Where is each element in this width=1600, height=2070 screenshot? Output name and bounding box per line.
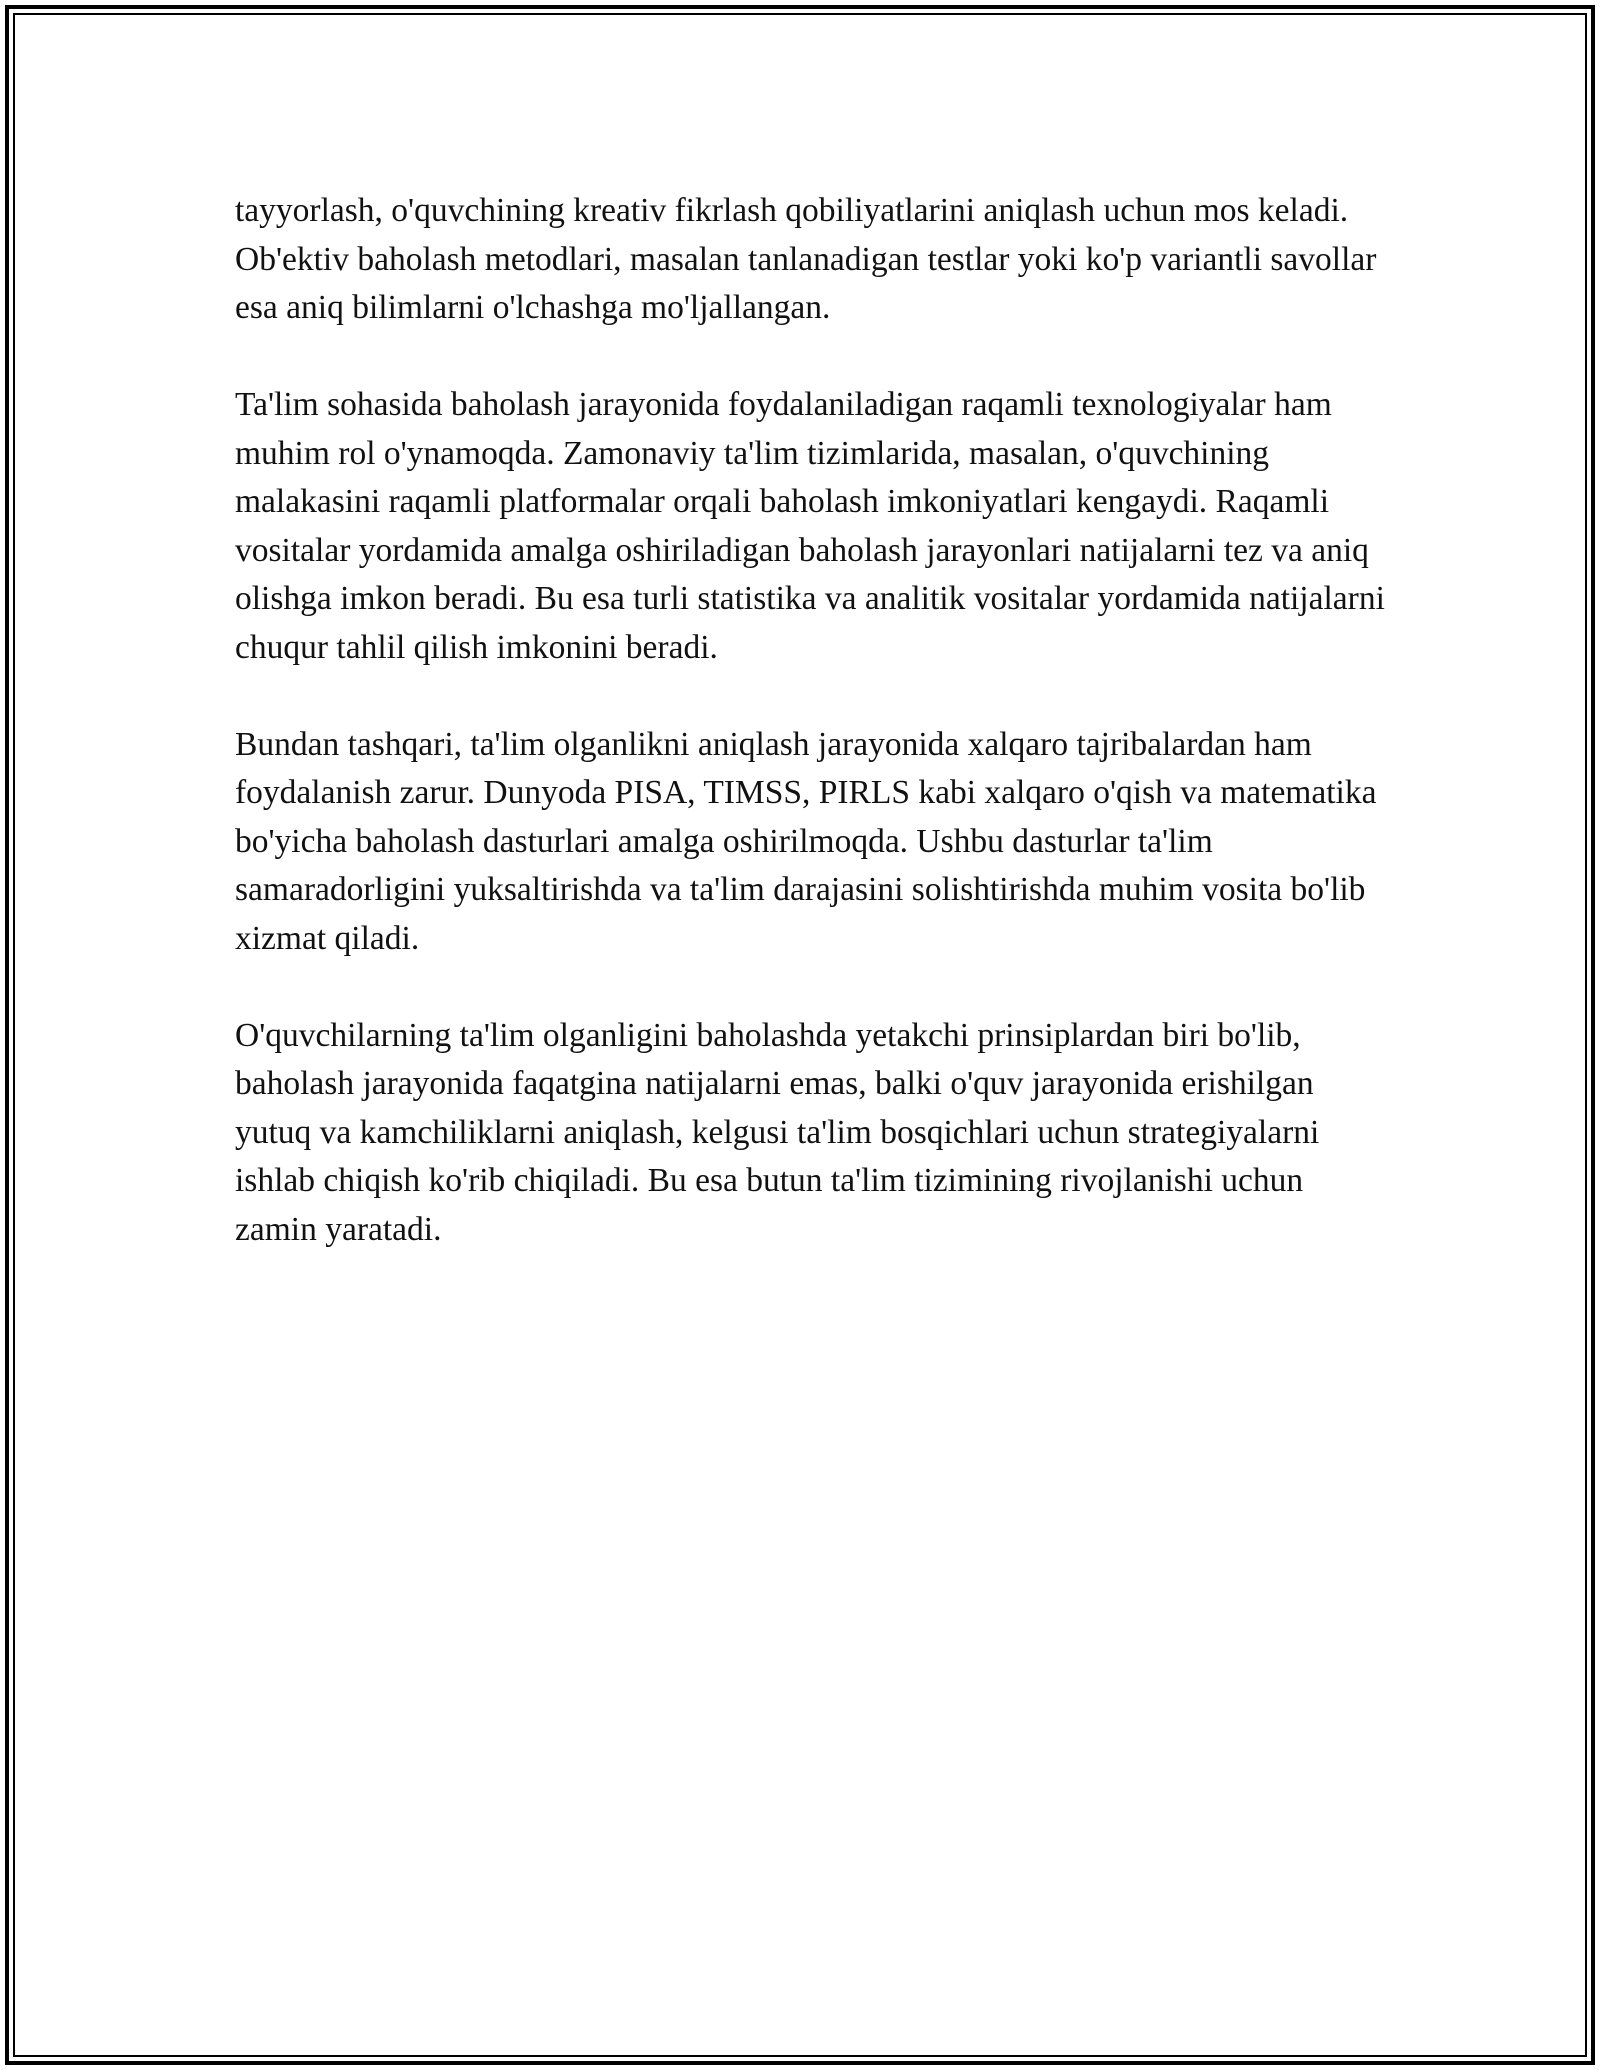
document-body [235,187,1385,1254]
paragraph-3: Bundan tashqari, ta'lim olganlikni aniqlash jarayonida xalqaro tajribalardan ham foydalanish zarur. Dunyoda PISA, TIMSS, PIRLS kabi xalqaro o'qish va matematika bo'yicha baholash dasturlari amalga oshirilmoqda. Ushbu dasturlar ta'lim samaradorligini yuksaltirishda va ta'lim darajasini solishtirishda muhim vosita bo'lib xizmat qiladi. [235,725,1377,957]
paragraph-1: tayyorlash, o'quvchining kreativ fikrlash qobiliyatlarini aniqlash uchun mos keladi. Ob'ektiv baholash metodlari, masalan tanlanadigan testlar yoki ko'p variantli savollar esa aniq bilimlarni o'lchashga mo'ljallangan. [235,192,1377,326]
paragraph-4: O'quvchilarning ta'lim olganligini baholashda yetakchi prinsiplardan biri bo'lib, baholash jarayonida faqatgina natijalarni emas, balki o'quv jarayonida erishilgan yutuq va kamchiliklarni aniqlash, kelgusi ta'lim bosqichlari uchun strategiyalarni ishlab chiqish ko'rib chiqiladi. Bu esa butun ta'lim tizimining rivojlanishi uchun zamin yaratadi. [235,1016,1320,1248]
paragraph-2: Ta'lim sohasida baholash jarayonida foydalaniladigan raqamli texnologiyalar ham muhim rol o'ynamoqda. Zamonaviy ta'lim tizimlarida, masalan, o'quvchining malakasini raqamli platformalar orqali baholash imkoniyatlari kengaydi. Raqamli vositalar yordamida amalga oshiriladigan baholash jarayonlari natijalarni tez va aniq olishga imkon beradi. Bu esa turli statistika va analitik vositalar yordamida natijalarni chuqur tahlil qilish imkonini beradi. [235,386,1385,666]
